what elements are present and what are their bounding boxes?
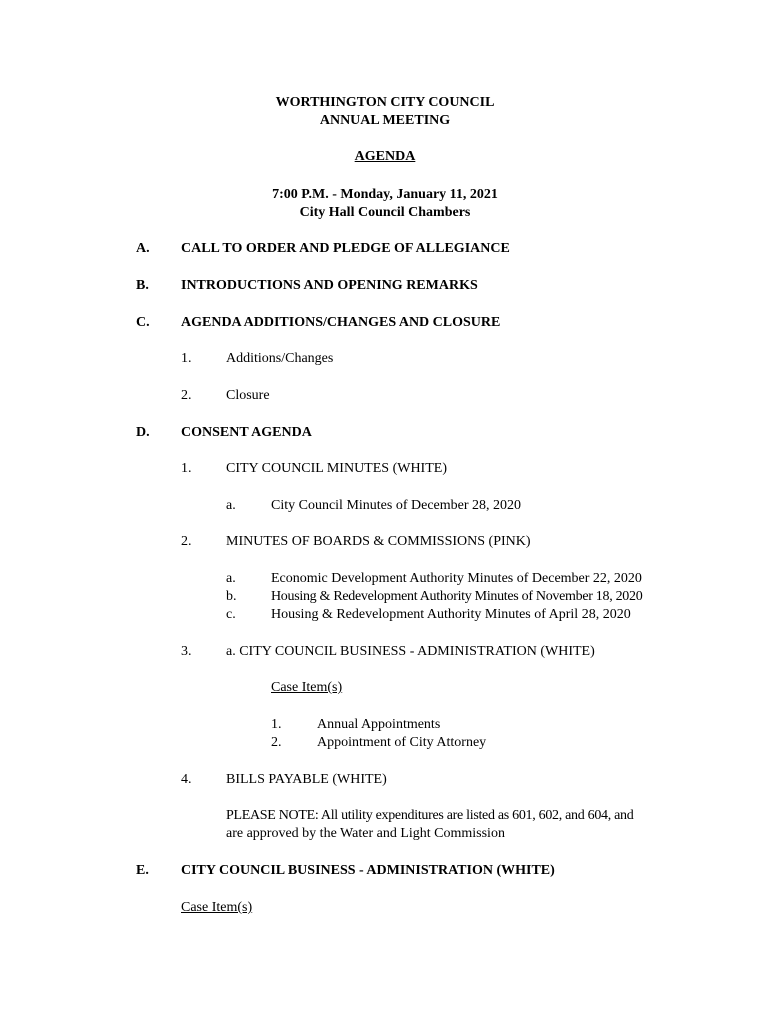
section-e-letter: E.: [136, 863, 149, 878]
item-d1-num: 1.: [181, 461, 192, 476]
meeting-time-date: 7:00 P.M. - Monday, January 11, 2021: [272, 187, 498, 202]
section-d-letter: D.: [136, 425, 150, 440]
section-b-letter: B.: [136, 278, 149, 293]
section-e-title: CITY COUNCIL BUSINESS - ADMINISTRATION (WHITE): [181, 863, 555, 878]
item-d4-note-line2: are approved by the Water and Light Commission: [226, 826, 505, 841]
item-d2a-letter: a.: [226, 571, 236, 586]
item-d3-text: a. CITY COUNCIL BUSINESS - ADMINISTRATION (WHITE): [226, 644, 595, 659]
item-d3-num: 3.: [181, 644, 192, 659]
item-d2-text: MINUTES OF BOARDS & COMMISSIONS (PINK): [226, 534, 531, 549]
item-c1-text: Additions/Changes: [226, 351, 334, 366]
item-d3-case-label: [271, 679, 342, 697]
item-d2c-letter: c.: [226, 607, 236, 622]
case-2-text: Appointment of City Attorney: [317, 735, 487, 750]
section-e-case-label-text: Case Item(s): [181, 900, 253, 915]
item-d3-case-label-text: Case Item(s): [271, 680, 343, 695]
agenda-title: [0, 148, 770, 166]
section-a-title: CALL TO ORDER AND PLEDGE OF ALLEGIANCE: [181, 241, 510, 256]
item-d4-note-line1: PLEASE NOTE: All utility expenditures are listed as 601, 602, and 604, and: [226, 808, 634, 823]
section-b-title: INTRODUCTIONS AND OPENING REMARKS: [181, 278, 478, 293]
item-d1a-letter: a.: [226, 498, 236, 513]
section-a-letter: A.: [136, 241, 150, 256]
item-d1a-text: City Council Minutes of December 28, 2020: [271, 498, 522, 513]
item-d2b-letter: b.: [226, 589, 237, 604]
item-d4-text: BILLS PAYABLE (WHITE): [226, 772, 387, 787]
item-c2-num: 2.: [181, 388, 192, 403]
agenda-title-text: AGENDA: [354, 149, 416, 164]
item-d2-num: 2.: [181, 534, 192, 549]
section-d-title: CONSENT AGENDA: [181, 425, 312, 440]
org-title: WORTHINGTON CITY COUNCIL: [275, 95, 495, 110]
meeting-location: City Hall Council Chambers: [299, 205, 471, 220]
item-d4-num: 4.: [181, 772, 192, 787]
item-c1-num: 1.: [181, 351, 192, 366]
item-d1-text: CITY COUNCIL MINUTES (WHITE): [226, 461, 447, 476]
item-d2a-text: Economic Development Authority Minutes of December 22, 2020: [271, 571, 642, 586]
case-2-num: 2.: [271, 735, 282, 750]
section-c-letter: C.: [136, 315, 150, 330]
meeting-type: ANNUAL MEETING: [319, 113, 451, 128]
section-e-case-label: [181, 899, 252, 917]
case-1-text: Annual Appointments: [317, 717, 441, 732]
item-d2c-text: Housing & Redevelopment Authority Minutes of April 28, 2020: [271, 607, 631, 622]
item-d2b-text: Housing & Redevelopment Authority Minutes of November 18, 2020: [271, 589, 643, 604]
item-c2-text: Closure: [226, 388, 270, 403]
section-c-title: AGENDA ADDITIONS/CHANGES AND CLOSURE: [181, 315, 501, 330]
case-1-num: 1.: [271, 717, 282, 732]
